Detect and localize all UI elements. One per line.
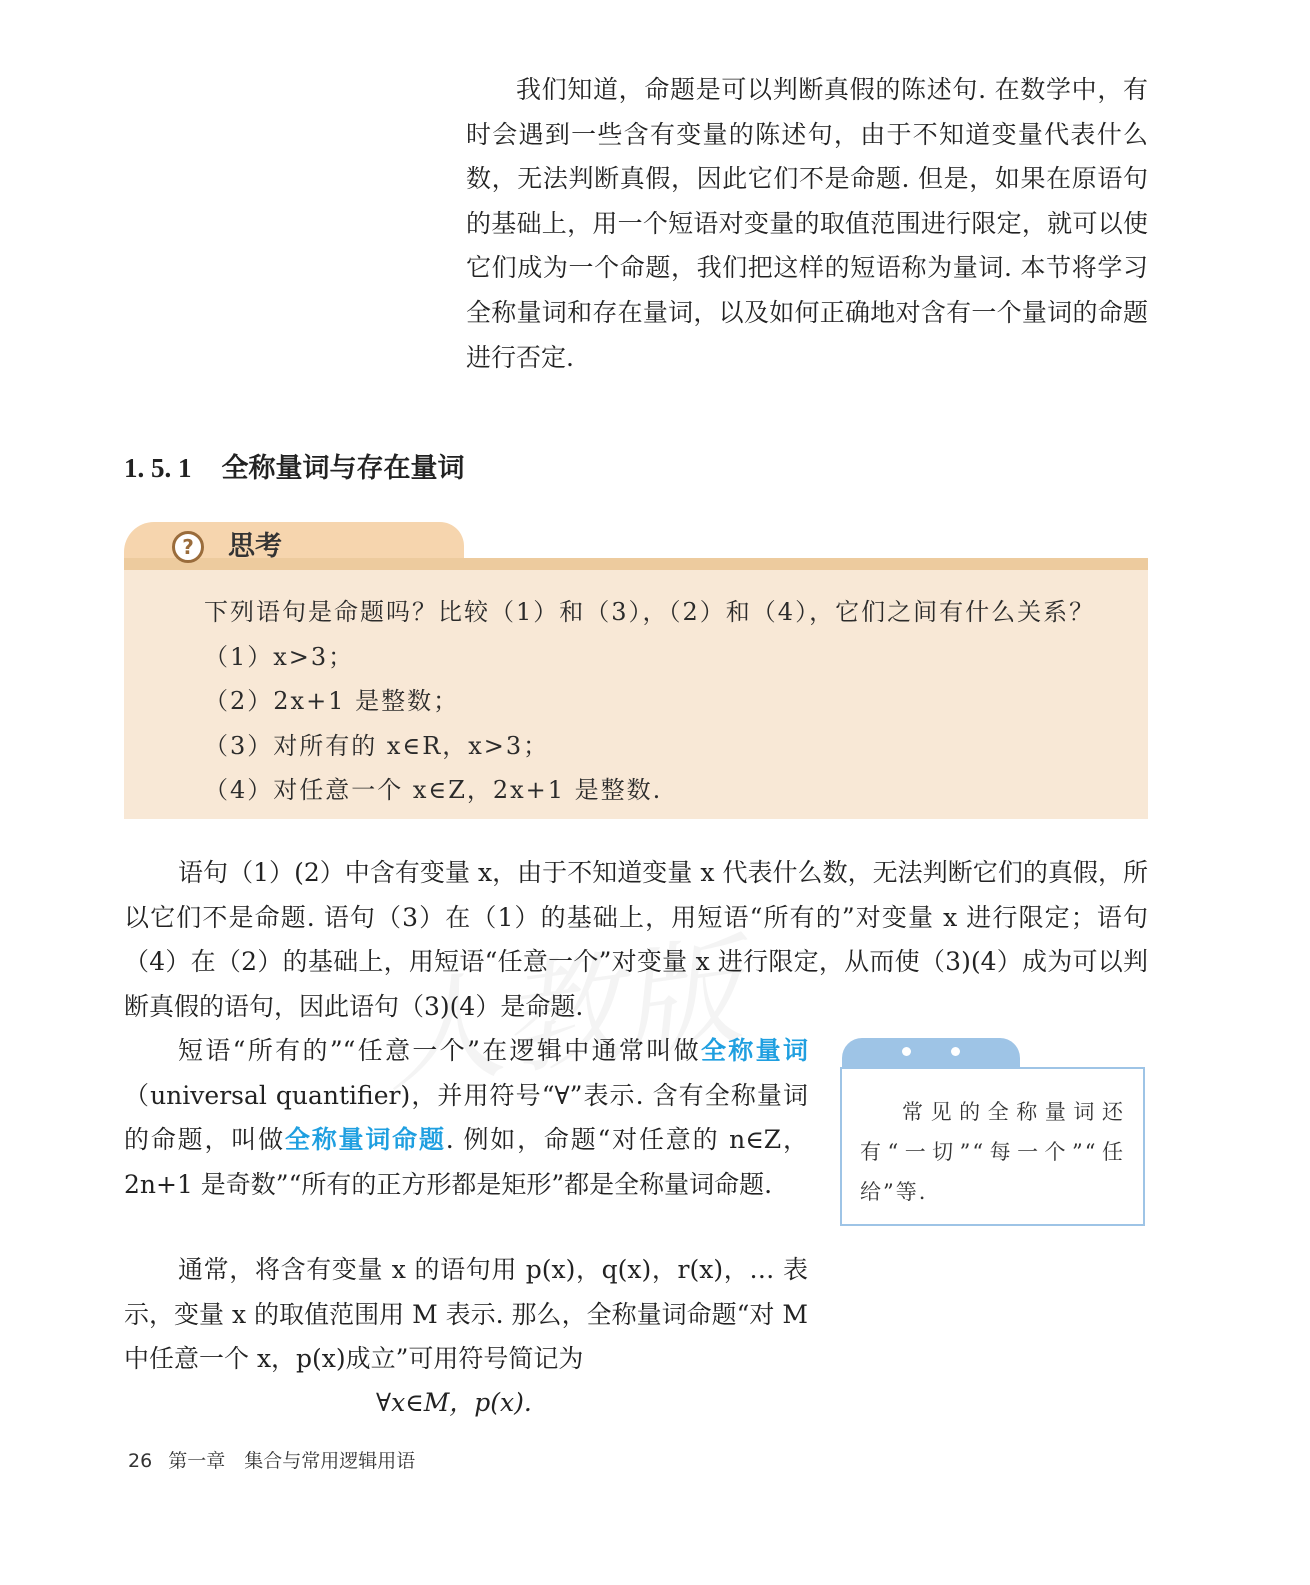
formula: ∀x∈M，p(x). <box>376 1388 532 1417</box>
notation-text: 通常，将含有变量 x 的语句用 p(x)，q(x)，r(x)，… 表示，变量 x 的取值范围用 M 表示. 那么，全称量词命题“对 M 中任意一个 x，p(x)成立”可用符号简记为 <box>124 1255 808 1374</box>
page-footer <box>128 1446 415 1476</box>
definition-part-2: （universal quantifier)，并用符号“∀”表示. 含有全称量词的命题，叫做 <box>124 1080 808 1155</box>
section-heading <box>124 445 465 491</box>
definition-part-1: 短语“所有的”“任意一个”在逻辑中通常叫做 <box>178 1036 701 1065</box>
question-icon: ? <box>172 531 204 563</box>
intro-text: 我们知道，命题是可以判断真假的陈述句. 在数学中，有时会遇到一些含有变量的陈述句，由于不知道变量代表什么数，无法判断真假，因此它们不是命题. 但是，如果在原语句的基础上，用一个短语对变量的取值范围进行限定，就可以使它们成为一个命题，我们把这样的短语称为量词. 本节将学习全称量词和存在量词，以及如何正确地对含有一个量词的命题进行否定. <box>466 75 1148 372</box>
note-tab <box>842 1038 1020 1070</box>
think-question-intro: 下列语句是命题吗？比较（1）和（3），（2）和（4），它们之间有什么关系？ <box>204 598 1096 626</box>
definition-text <box>124 1029 808 1207</box>
notation-paragraph <box>124 1248 808 1382</box>
think-title: 思考 <box>228 531 282 562</box>
definition-paragraph <box>124 1029 808 1207</box>
side-note-text: 常见的全称量词还有“一切”“每一个”“任给”等. <box>860 1100 1125 1204</box>
side-note <box>860 1092 1125 1212</box>
explanation-paragraph <box>124 851 1148 1029</box>
think-item-1: （1）x>3； <box>204 642 355 671</box>
think-item-2: （2）2x+1 是整数； <box>204 687 460 716</box>
term-universal-proposition: 全称量词命题 <box>284 1125 446 1155</box>
think-item-3: （3）对所有的 x∈R，x>3； <box>204 731 550 760</box>
think-questions <box>204 590 1095 813</box>
section-title: 全称量词与存在量词 <box>221 453 465 484</box>
note-dot-icon <box>902 1047 911 1056</box>
explanation-text: 语句（1）(2）中含有变量 x，由于不知道变量 x 代表什么数，无法判断它们的真假，所以它们不是命题. 语句（3）在（1）的基础上，用短语“所有的”对变量 x 进行限定；语句（4）在（2）的基础上，用短语“任意一个”对变量 x 进行限定，从而使（3)(4）成为可以判断真假的语句，因此语句（3)(4）是命题. <box>124 858 1148 1021</box>
think-item-4: （4）对任意一个 x∈Z，2x+1 是整数. <box>204 776 663 805</box>
chapter-title: 第一章 集合与常用逻辑用语 <box>168 1450 416 1472</box>
section-number: 1. 5. 1 <box>124 453 192 483</box>
definition-part-3: . 例如，命题“对任意的 n∈Z，2n+1 是奇数”“所有的正方形都是矩形”都是全称量词命题. <box>124 1125 808 1199</box>
term-universal-quantifier: 全称量词 <box>700 1036 808 1065</box>
note-dot-icon <box>951 1047 960 1056</box>
intro-paragraph <box>466 68 1148 380</box>
page-number: 26 <box>128 1450 153 1472</box>
